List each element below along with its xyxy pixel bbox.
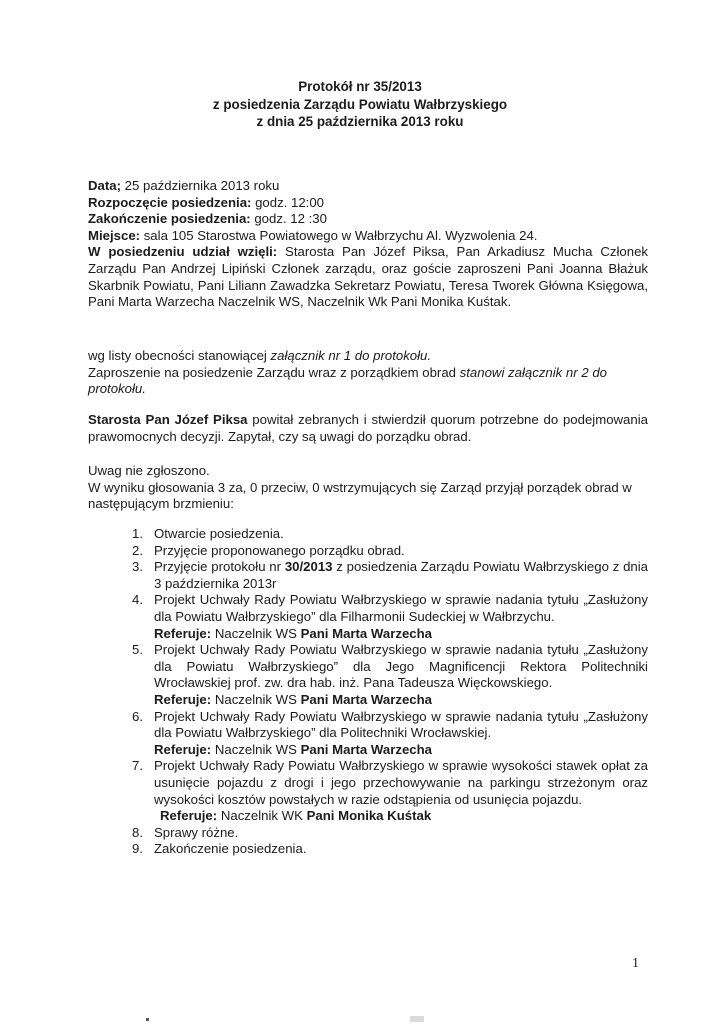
attendance-text: wg listy obecności stanowiącej	[88, 348, 271, 363]
title-line-2: z posiedzenia Zarządu Powiatu Wałbrzyskiego	[212, 96, 508, 112]
agenda-item-text: Zakończenie posiedzenia.	[154, 841, 307, 857]
agenda-item-number: 3.	[132, 559, 143, 575]
agenda-item	[88, 543, 648, 560]
agenda-item-text: Sprawy różne.	[154, 824, 239, 840]
start-label: Rozpoczęcie posiedzenia:	[88, 194, 252, 210]
agenda-list	[88, 526, 648, 858]
invitation-text: Zaproszenie na posiedzenie Zarządu wraz z porządkiem obrad	[88, 364, 460, 380]
agenda-item-number: 1.	[132, 526, 143, 541]
agenda-item-text: Projekt Uchwały Rady Powiatu Wałbrzyskiego w sprawie nadania tytułu „Zasłużony dla Powiatu Wałbrzyskiego” dla Filharmonii Sudeckiej w Wałbrzychu.	[154, 592, 648, 624]
end-value: godz. 12 :30	[250, 211, 327, 227]
agenda-item-text-part: Przyjęcie protokołu nr	[154, 559, 285, 575]
document-title	[120, 78, 600, 131]
place-value: sala 105 Starostwa Powiatowego w Wałbrzychu Al. Wyzwolenia 24.	[140, 227, 538, 243]
agenda-item-text: Projekt Uchwały Rady Powiatu Wałbrzyskiego w sprawie wysokości stawek opłat za usunięcie pojazdu z drogi i jego przechowywanie na parkingu strzeżonym oraz wysokości kosztów powstałych w razie odstąpienia od usunięcia pojazdu.	[154, 758, 648, 807]
agenda-item-number: 5.	[132, 642, 143, 658]
page-number: 1	[632, 956, 639, 971]
scan-dot	[146, 1018, 149, 1021]
agenda-item-number: 6.	[132, 708, 143, 724]
opening-speaker: Starosta Pan Józef Piksa	[88, 412, 248, 427]
presenter-role: Naczelnik WK	[217, 808, 307, 824]
title-line-3: z dnia 25 października 2013 roku	[256, 114, 464, 129]
presenter-label: Referuje:	[154, 691, 212, 707]
agenda-item-text	[154, 559, 648, 592]
agenda-item-text: Projekt Uchwały Rady Powiatu Wałbrzyskiego w sprawie nadania tytułu „Zasłużony dla Powiatu Wałbrzyskiego” dla Jego Magnificencji Rektora Politechniki Wrocławskiej prof. zw. dra hab. inż. Pana Tadeusza Więckowskiego.	[154, 642, 648, 691]
invitation-attachment-ref: stanowi załącznik nr 2 do protokołu.	[88, 364, 607, 397]
place-label: Miejsce:	[88, 227, 141, 243]
agenda-item-number: 9.	[132, 841, 143, 857]
presenter-line	[154, 742, 648, 759]
end-row	[88, 211, 648, 228]
presenter-label: Referuje:	[154, 625, 212, 641]
start-row	[88, 195, 648, 212]
presenter-role: Naczelnik WS	[211, 691, 301, 707]
agenda-item	[88, 825, 648, 842]
meeting-details	[88, 178, 648, 311]
agenda-item-text: Projekt Uchwały Rady Powiatu Wałbrzyskiego w sprawie nadania tytułu „Zasłużony dla Powiatu Wałbrzyskiego” dla Politechniki Wrocławskiej.	[154, 708, 648, 741]
agenda-item-text: Przyjęcie proponowanego porządku obrad.	[154, 542, 405, 558]
opening-paragraph	[88, 412, 648, 445]
presenter-label: Referuje:	[160, 808, 218, 824]
presenter-line	[154, 808, 648, 825]
place-row	[88, 228, 648, 245]
agenda-item-number: 7.	[132, 758, 143, 774]
agenda-item-number: 8.	[132, 824, 143, 840]
start-value: godz. 12:00	[251, 194, 325, 210]
agenda-item	[88, 592, 648, 642]
participants-label: W posiedzeniu udział wzięli:	[88, 244, 278, 260]
end-label: Zakończenie posiedzenia:	[88, 211, 251, 227]
vote-section	[88, 463, 648, 513]
agenda-item	[88, 841, 648, 858]
vote-result-line: W wyniku głosowania 3 za, 0 przeciw, 0 wstrzymujących się Zarząd przyjął porządek obrad w następującym brzmieniu:	[88, 479, 632, 512]
agenda-item	[88, 559, 648, 592]
presenter-name: Pani Marta Warzecha	[300, 625, 433, 641]
agenda-item-text: Otwarcie posiedzenia.	[154, 526, 284, 541]
presenter-line	[154, 626, 648, 643]
protocol-number: 30/2013	[284, 559, 333, 575]
date-row	[88, 178, 648, 195]
date-value: 25 października 2013 roku	[120, 178, 280, 193]
presenter-role: Naczelnik WS	[211, 625, 301, 641]
no-remarks-line: Uwag nie zgłoszono.	[88, 463, 210, 478]
agenda-item-number: 2.	[132, 542, 143, 558]
participants-paragraph	[88, 244, 648, 310]
agenda-item	[88, 526, 648, 543]
scan-mark	[410, 1016, 424, 1022]
opening-section	[88, 412, 648, 445]
presenter-label: Referuje:	[154, 741, 212, 757]
agenda-item	[88, 642, 648, 708]
attendance-section	[88, 348, 648, 398]
presenter-role: Naczelnik WS	[211, 741, 301, 757]
attendance-line-1	[88, 348, 648, 365]
attendance-line-2	[88, 365, 648, 398]
agenda-item	[88, 758, 648, 824]
presenter-name: Pani Monika Kuśtak	[306, 808, 432, 824]
agenda-item-text-part: z posiedzenia Zarządu Powiatu Wałbrzyskiego z dnia 3 października 2013r	[154, 559, 648, 591]
agenda-item	[88, 709, 648, 759]
presenter-name: Pani Marta Warzecha	[300, 691, 433, 707]
opening-text: powitał zebranych i stwierdził quorum potrzebne do podejmowania prawomocnych decyzji. Zapytał, czy są uwagi do porządku obrad.	[88, 412, 648, 444]
date-label: Data;	[88, 178, 121, 193]
title-line-1: Protokół nr 35/2013	[298, 79, 422, 94]
attendance-attachment-ref: załącznik nr 1 do protokołu.	[270, 348, 432, 363]
participants-value: Starosta Pan Józef Piksa, Pan Arkadiusz Mucha Członek Zarządu Pan Andrzej Lipiński Członek zarządu, oraz goście zaproszeni Pani Joanna Błażuk Skarbnik Powiatu, Pani Liliann Zawadzka Sekretarz Powiatu, Teresa Tworek Główna Księgowa, Pani Marta Warzecha Naczelnik WS, Naczelnik Wk Pani Monika Kuśtak.	[88, 244, 648, 310]
agenda-item-number: 4.	[132, 592, 143, 608]
presenter-name: Pani Marta Warzecha	[300, 741, 433, 757]
presenter-line	[154, 692, 648, 709]
